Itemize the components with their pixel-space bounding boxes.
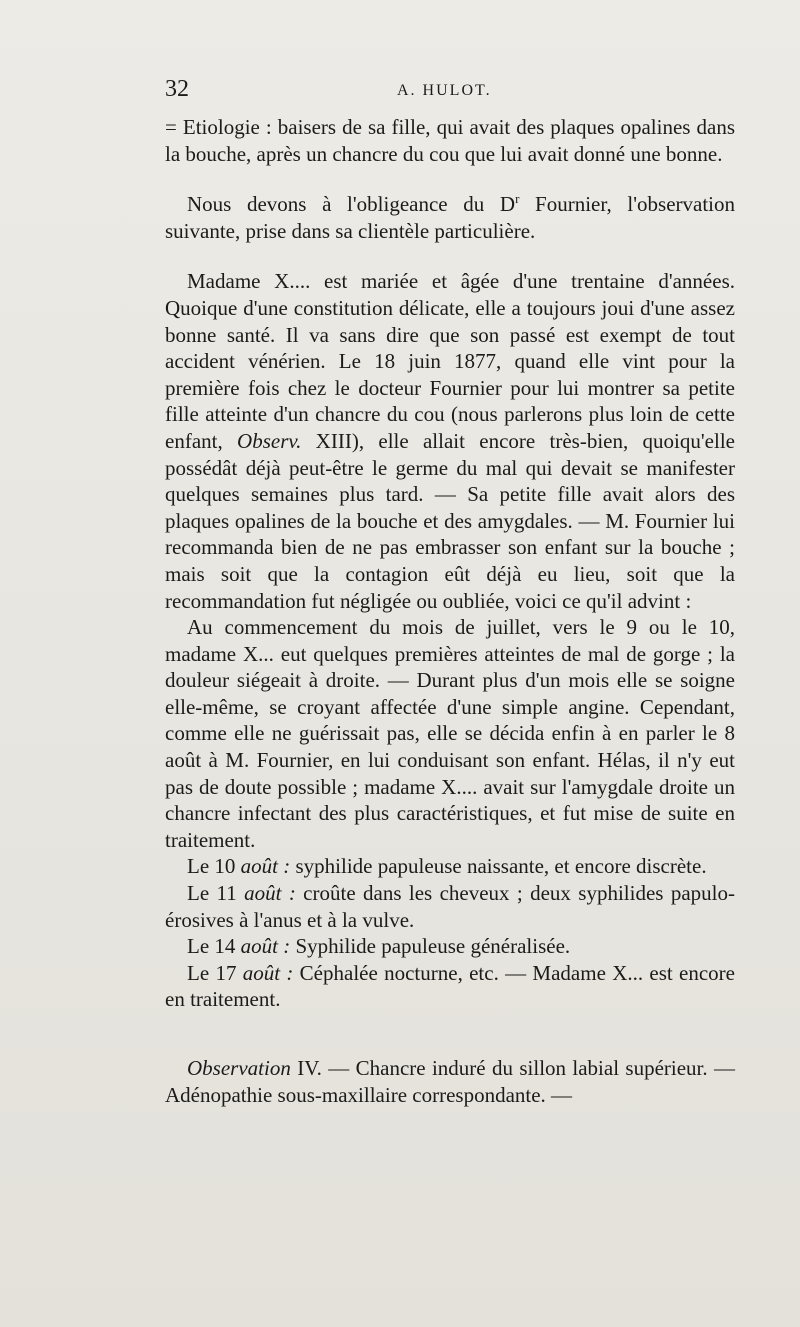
observation-heading (165, 1055, 735, 1108)
diary-date: Le 10 (187, 854, 241, 879)
diary-date: Le 14 (187, 934, 241, 959)
page-header (165, 76, 735, 106)
observation-text: — Chancre induré du sillon labial supérieur. — Adénopathie sous-maxillaire correspondante. — (165, 1056, 736, 1107)
running-head: A. HULOT. (397, 82, 492, 99)
diary-text: Céphalée nocturne, etc. — Madame X... est encore en traitement. (165, 960, 735, 1012)
intro-text-a: Nous devons à l'obligeance du D (187, 192, 516, 217)
diary-date: Le 17 (187, 960, 243, 985)
diary-text: syphilide papuleuse naissante, et encore discrète. (290, 854, 707, 879)
diary-month: août : (244, 881, 296, 906)
diary-entry (165, 933, 735, 960)
page-body (165, 114, 735, 1108)
case-text-a: Madame X.... est mariée et âgée d'une trentaine d'années. Quoique d'une constitution délicate, elle a toujours joui d'une assez bonne santé. Il va sans dire que son passé est exempt de tout accident vénérien. Le 18 juin 1877, quand elle vint pour la première fois chez le docteur Fournier pour lui montrer sa petite fille atteinte d'un chancre du cou (nous parlerons plus loin de cette enfant, (165, 269, 735, 453)
diary-month: août : (240, 934, 291, 959)
doctor-superscript: r (515, 191, 520, 207)
diary-entry (165, 880, 735, 933)
diary-date: Le 11 (187, 881, 245, 906)
case-text-b: XIII), elle allait encore très-bien, quoiqu'elle possédât déjà peut-être le germe du mal qui devait se manifester quelques semaines plus tard. — Sa petite fille avait alors des plaques opalines de la bouche et des amygdales. — M. Fournier lui recommanda bien de ne pas embrasser son enfant sur la bouche ; mais soit que la contagion eût déjà eu lieu, soit que la recommandation fut négligée ou oubliée, voici ce qu'il advint : (165, 428, 735, 613)
paragraph-intro (165, 191, 735, 244)
paragraph-case-history (165, 268, 735, 614)
page-number: 32 (165, 76, 189, 102)
observation-reference: Observ. (237, 428, 302, 453)
observation-number: IV. (290, 1056, 322, 1080)
observation-title: Observation (187, 1056, 291, 1080)
intro-text-b: Fournier, l'observation suivante, prise dans sa clientèle particulière. (165, 192, 735, 243)
diary-month: août : (242, 960, 294, 985)
diary-month: août : (240, 854, 291, 879)
paragraph-etiology: = Etiologie : baisers de sa fille, qui avait des plaques opalines dans la bouche, après un chancre du cou que lui avait donné une bonne. (165, 115, 735, 166)
paragraph-onset: Au commencement du mois de juillet, vers le 9 ou le 10, madame X... eut quelques premières atteintes de mal de gorge ; la douleur siégeait à droite. — Durant plus d'un mois elle se soigne elle-même, se croyant affectée d'une simple angine. Cependant, comme elle ne guérissait pas, elle se décida enfin à en parler le 8 août à M. Fournier, en lui conduisant son enfant. Hélas, il n'y eut pas de doute possible ; madame X.... avait sur l'amygdale droite un chancre infectant des plus caractéristiques, et fut mise de suite en traitement. (165, 615, 735, 852)
diary-entry (165, 853, 735, 880)
diary-entry (165, 960, 735, 1013)
diary-text: Syphilide papuleuse généralisée. (290, 934, 571, 959)
diary-text: croûte dans les cheveux ; deux syphilides papulo-érosives à l'anus et à la vulve. (165, 881, 735, 932)
